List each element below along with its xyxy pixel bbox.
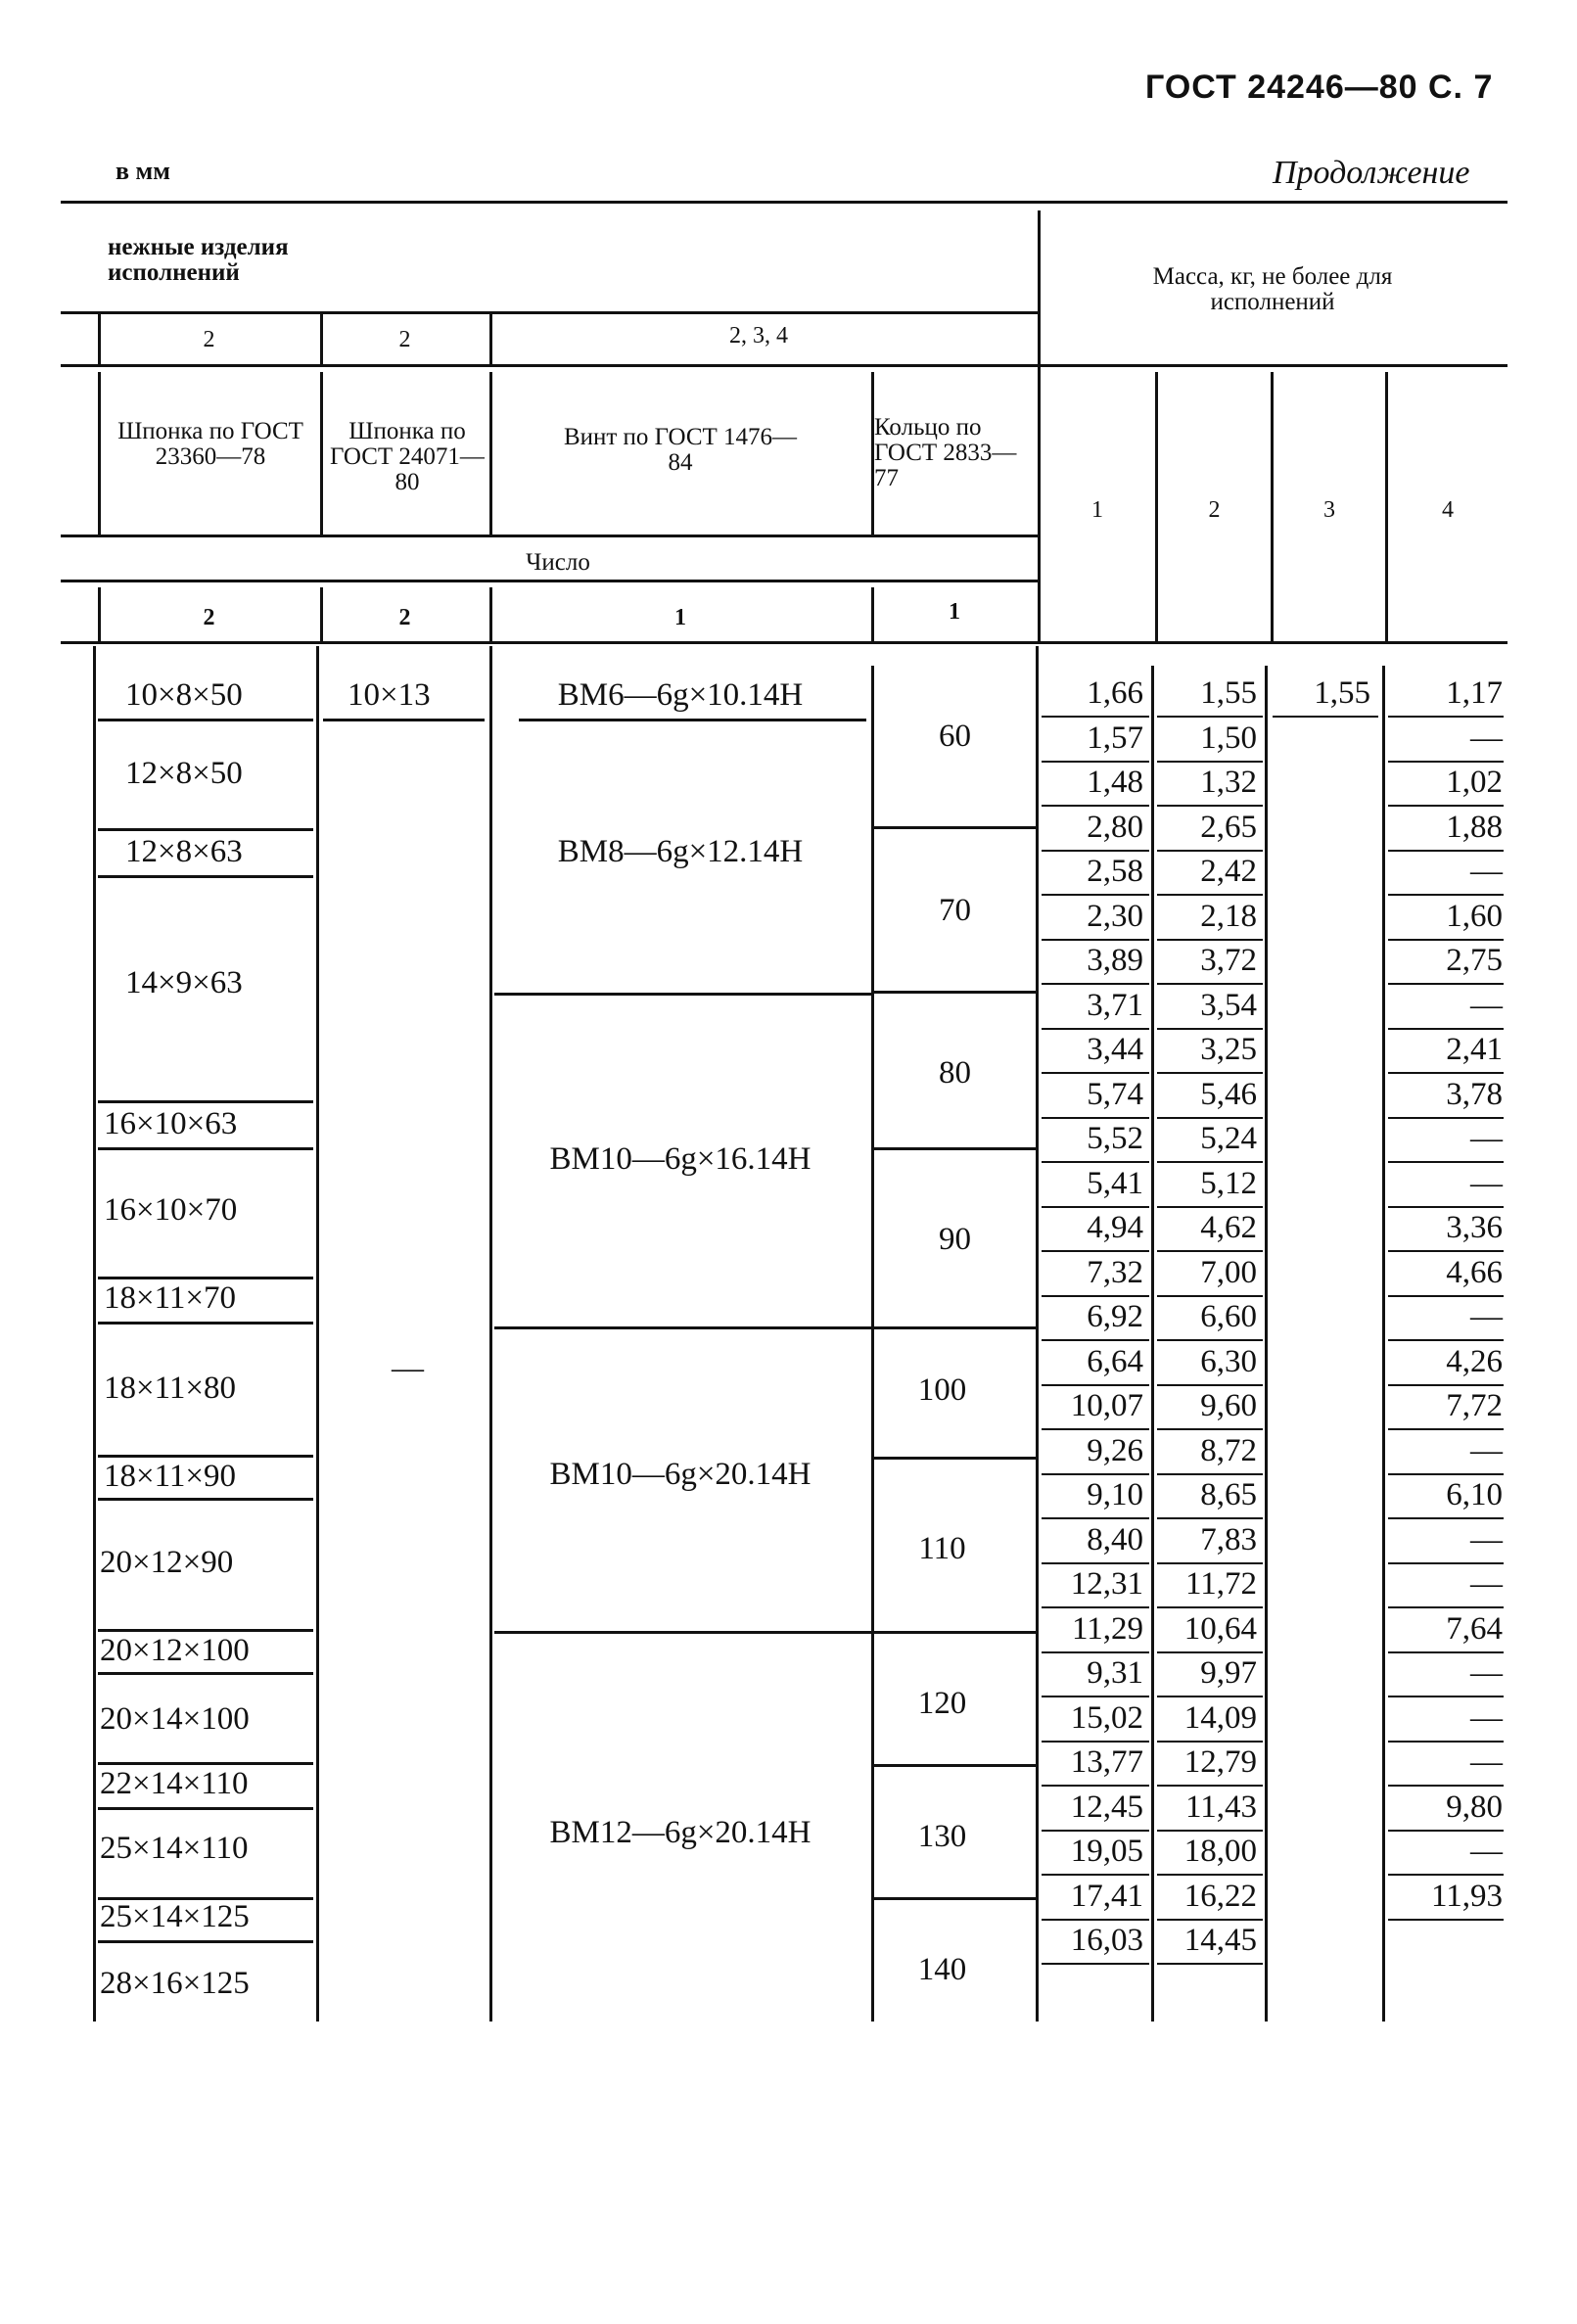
mass-cell-rule bbox=[1042, 1651, 1149, 1653]
screw-rule bbox=[494, 1326, 871, 1329]
header-vline-d bbox=[489, 372, 492, 535]
mass-cell-rule bbox=[1157, 1339, 1263, 1341]
mass-cell-rule bbox=[1157, 1384, 1263, 1386]
mass-cell-rule bbox=[1157, 1830, 1263, 1832]
mass-cell-rule bbox=[1042, 1117, 1149, 1119]
col-title-key1: Шпонка по ГОСТ 23360—78 bbox=[117, 418, 303, 470]
mass-cell-rule bbox=[1157, 1428, 1263, 1430]
mass-cell-rule bbox=[1042, 1028, 1149, 1030]
count-screw: 1 bbox=[674, 605, 686, 630]
mass-cell: 1,48 bbox=[1087, 765, 1143, 800]
header-rule-5 bbox=[61, 641, 1507, 644]
mass-cell-rule bbox=[1388, 1562, 1504, 1564]
mass-cell-rule bbox=[1042, 1161, 1149, 1163]
mass-cell: 5,52 bbox=[1087, 1121, 1143, 1156]
mass-cell: 3,72 bbox=[1200, 943, 1257, 978]
key1-rule bbox=[98, 1807, 313, 1810]
mass-cell-rule bbox=[1388, 850, 1504, 852]
col-title-ring: Кольцо по ГОСТ 2833—77 bbox=[874, 414, 1017, 491]
key1-rule bbox=[98, 1629, 313, 1632]
mass-cell: 9,26 bbox=[1087, 1432, 1143, 1468]
mass-cell: 6,60 bbox=[1200, 1299, 1257, 1334]
mass-cell-rule bbox=[1042, 983, 1149, 985]
mass-cell-rule bbox=[1388, 716, 1504, 718]
key1-cell: 18×11×90 bbox=[104, 1459, 236, 1494]
key1-rule bbox=[98, 1322, 313, 1325]
mass-cell: 2,18 bbox=[1200, 898, 1257, 934]
mass-cell-rule bbox=[1042, 761, 1149, 763]
mass-cell-rule bbox=[1042, 1072, 1149, 1074]
mass-cell: 4,66 bbox=[1446, 1254, 1503, 1290]
mass-cell-rule bbox=[1388, 1785, 1504, 1787]
mass-cell: — bbox=[1470, 1566, 1503, 1602]
mass-cell: 3,25 bbox=[1200, 1032, 1257, 1067]
mass-cell: 5,74 bbox=[1087, 1076, 1143, 1112]
mass-cell: — bbox=[1470, 1699, 1503, 1736]
mass-cell: 12,79 bbox=[1183, 1744, 1257, 1780]
ring-rule bbox=[874, 1457, 1036, 1460]
mass-cell: 12,31 bbox=[1070, 1566, 1143, 1602]
mass-cell-rule bbox=[1042, 716, 1149, 718]
mass-cell: 15,02 bbox=[1070, 1699, 1143, 1736]
mass-cell-rule bbox=[1042, 850, 1149, 852]
ring-rule bbox=[874, 1147, 1036, 1150]
mass-cell: — bbox=[1470, 1744, 1503, 1780]
mass-cell: 11,43 bbox=[1184, 1789, 1257, 1825]
ring-rule bbox=[874, 826, 1036, 829]
mass-cell-rule bbox=[1388, 1072, 1504, 1074]
mass-cell-rule bbox=[1042, 1785, 1149, 1787]
mass-cell: 2,42 bbox=[1200, 854, 1257, 889]
mass-cell-rule bbox=[1042, 1919, 1149, 1921]
mass-cell-rule bbox=[1157, 1919, 1263, 1921]
mass-cell: 9,80 bbox=[1446, 1789, 1503, 1825]
mass-cell-rule bbox=[1157, 1874, 1263, 1876]
mass-cell-rule bbox=[1157, 1161, 1263, 1163]
key1-cell: 10×8×50 bbox=[125, 677, 243, 713]
mass-cell: 7,64 bbox=[1446, 1610, 1503, 1647]
group-mass-title: Масса, кг, не более для исполнений bbox=[1152, 263, 1393, 315]
mass-cell-rule bbox=[1042, 1295, 1149, 1297]
mass-cell-rule bbox=[1388, 1696, 1504, 1697]
ring-rule bbox=[874, 1764, 1036, 1767]
mass-cell: 4,26 bbox=[1446, 1343, 1503, 1379]
mass-cell-rule bbox=[1157, 1117, 1263, 1119]
count-key1: 2 bbox=[203, 605, 215, 630]
mass-cell: 5,12 bbox=[1200, 1165, 1257, 1201]
mass-cell: — bbox=[1470, 1432, 1503, 1468]
mass-cell: 1,57 bbox=[1087, 720, 1143, 756]
mass-cell: 1,50 bbox=[1200, 720, 1257, 756]
mass-cell-rule bbox=[1388, 1161, 1504, 1163]
mass-cell-rule bbox=[1042, 894, 1149, 896]
mass-cell: 7,83 bbox=[1200, 1521, 1257, 1557]
mass-cell: 10,07 bbox=[1070, 1388, 1143, 1423]
mass-cell: 6,30 bbox=[1200, 1343, 1257, 1379]
mass-col-label-4: 4 bbox=[1442, 497, 1454, 523]
ring-cell: 130 bbox=[917, 1819, 967, 1854]
mass-cell-rule bbox=[1157, 850, 1263, 852]
key1-cell: 20×12×90 bbox=[100, 1545, 234, 1580]
mass-cell: 11,72 bbox=[1184, 1566, 1257, 1602]
mass-cell: 5,41 bbox=[1087, 1165, 1143, 1201]
mass-cell-rule bbox=[1388, 1384, 1504, 1386]
ring-cell: 70 bbox=[939, 893, 971, 928]
ring-rule bbox=[874, 1326, 1036, 1329]
key1-rule bbox=[98, 1762, 313, 1765]
mass-cell-rule bbox=[1042, 1339, 1149, 1341]
mass-cell-rule bbox=[1388, 1250, 1504, 1252]
mass-cell-rule bbox=[1042, 1963, 1149, 1965]
mass-cell: 9,97 bbox=[1200, 1655, 1257, 1691]
key1-rule bbox=[98, 1455, 313, 1458]
mass-cell-rule bbox=[1388, 1028, 1504, 1030]
body-vline-key bbox=[316, 646, 319, 2022]
ring-cell: 110 bbox=[918, 1531, 966, 1566]
mass-cell-rule bbox=[1157, 1785, 1263, 1787]
key1-rule bbox=[98, 1940, 313, 1943]
mass-cell: — bbox=[1470, 1521, 1503, 1557]
mass-cell-rule bbox=[1042, 805, 1149, 807]
ring-rule bbox=[874, 1631, 1036, 1634]
mass-cell: — bbox=[1470, 987, 1503, 1023]
mass-cell: 11,93 bbox=[1430, 1878, 1503, 1914]
mass-cell-rule bbox=[1388, 1919, 1504, 1921]
screw-rule bbox=[519, 719, 866, 721]
units-label: в мм bbox=[116, 157, 170, 185]
screw-cell: ВМ6—6g×10.14Н bbox=[557, 677, 804, 713]
mass-cell-rule bbox=[1157, 716, 1263, 718]
key1-cell: 20×12×100 bbox=[100, 1633, 250, 1668]
mass-cell-rule bbox=[1157, 939, 1263, 941]
mass-col-label-3: 3 bbox=[1323, 497, 1335, 523]
mass-cell: 2,58 bbox=[1087, 854, 1143, 889]
mass-cell-rule bbox=[1042, 1741, 1149, 1743]
mass-cell: 6,64 bbox=[1087, 1343, 1143, 1379]
mass-cell: 19,05 bbox=[1070, 1834, 1143, 1869]
mass-cell: 2,75 bbox=[1446, 943, 1503, 978]
mass-cell: 3,44 bbox=[1087, 1032, 1143, 1067]
mass-cell: 4,62 bbox=[1200, 1210, 1257, 1245]
mass-cell: 5,46 bbox=[1200, 1076, 1257, 1112]
mass-cell-rule bbox=[1388, 1295, 1504, 1297]
key1-rule bbox=[98, 1277, 313, 1279]
mass-cell-rule bbox=[1042, 1606, 1149, 1608]
mass-cell-rule bbox=[1388, 1117, 1504, 1119]
key1-cell: 25×14×110 bbox=[100, 1831, 249, 1866]
mass-cell: 12,45 bbox=[1070, 1789, 1143, 1825]
body-vline-m3 bbox=[1382, 666, 1385, 2022]
mass-cell: 11,29 bbox=[1071, 1610, 1143, 1647]
count-key2: 2 bbox=[398, 605, 411, 630]
mass-cell-rule bbox=[1388, 1606, 1504, 1608]
count-ring: 1 bbox=[949, 599, 960, 625]
mass-cell: 1,17 bbox=[1446, 675, 1503, 711]
exec-label-key2: 2 bbox=[398, 327, 411, 352]
header-vline-left2 bbox=[98, 372, 101, 535]
key1-rule bbox=[98, 719, 313, 721]
mass-cell-rule bbox=[1157, 1606, 1263, 1608]
mass-cell-rule bbox=[1388, 1339, 1504, 1341]
mass-cell: — bbox=[1470, 1165, 1503, 1201]
mass-cell: 16,22 bbox=[1183, 1878, 1257, 1914]
mass-cell: 16,03 bbox=[1070, 1923, 1143, 1958]
header-rule-1 bbox=[61, 311, 1038, 314]
mass-cell: 7,00 bbox=[1200, 1254, 1257, 1290]
mass-cell-rule bbox=[1273, 716, 1378, 718]
mass-cell-rule bbox=[1157, 1741, 1263, 1743]
screw-cell: ВМ10—6g×20.14Н bbox=[549, 1457, 812, 1492]
key1-cell: 20×14×100 bbox=[100, 1701, 250, 1737]
header-rule-2 bbox=[61, 364, 1038, 367]
count-title: Число bbox=[526, 549, 590, 576]
key2-cell: 10×13 bbox=[348, 677, 431, 713]
mass-cell: 3,54 bbox=[1200, 987, 1257, 1023]
key1-cell: 25×14×125 bbox=[100, 1899, 250, 1934]
key1-cell: 28×16×125 bbox=[100, 1966, 250, 2001]
ring-cell: 80 bbox=[939, 1055, 971, 1091]
table-top-rule bbox=[61, 201, 1507, 204]
mass-cell-rule bbox=[1157, 1651, 1263, 1653]
mass-cell: 3,36 bbox=[1446, 1210, 1503, 1245]
mass-cell: 2,80 bbox=[1087, 809, 1143, 845]
ring-cell: 140 bbox=[917, 1952, 967, 1987]
body-vline-left bbox=[93, 646, 96, 2022]
mass-cell: 1,66 bbox=[1087, 675, 1143, 711]
mass-cell: 7,72 bbox=[1446, 1388, 1503, 1423]
mass-cell-rule bbox=[1157, 1250, 1263, 1252]
ring-rule bbox=[874, 1897, 1036, 1900]
mass-cell-rule bbox=[1042, 1562, 1149, 1564]
col-title-key2: Шпонка по ГОСТ 24071—80 bbox=[330, 418, 485, 495]
mass-cell-rule bbox=[1042, 1874, 1149, 1876]
ring-cell: 90 bbox=[939, 1222, 971, 1257]
mass-cell-rule bbox=[1042, 939, 1149, 941]
mass-cell: — bbox=[1470, 1655, 1503, 1691]
mass-cell-rule bbox=[1157, 805, 1263, 807]
mass-cell: 4,94 bbox=[1087, 1210, 1143, 1245]
mass-cell-rule bbox=[1388, 983, 1504, 985]
mass-cell: 18,00 bbox=[1183, 1834, 1257, 1869]
mass-cell: 7,32 bbox=[1087, 1254, 1143, 1290]
mass-cell-rule bbox=[1157, 894, 1263, 896]
key1-cell: 14×9×63 bbox=[125, 965, 243, 1000]
header-rule-4 bbox=[61, 580, 1038, 582]
ring-rule bbox=[874, 991, 1036, 994]
key1-cell: 22×14×110 bbox=[100, 1766, 249, 1801]
mass-cell: 5,24 bbox=[1200, 1121, 1257, 1156]
screw-rule bbox=[494, 1631, 871, 1634]
mass-cell: 3,71 bbox=[1087, 987, 1143, 1023]
key1-rule bbox=[98, 828, 313, 831]
mass-cell: — bbox=[1470, 1834, 1503, 1869]
mass-cell: — bbox=[1470, 854, 1503, 889]
mass-cell-rule bbox=[1388, 1517, 1504, 1519]
body-vline-m2 bbox=[1265, 666, 1268, 2022]
key1-cell: 12×8×63 bbox=[125, 834, 243, 869]
key1-rule bbox=[98, 875, 313, 878]
mass-cell: 8,65 bbox=[1200, 1477, 1257, 1512]
mass-cell-rule bbox=[1157, 1206, 1263, 1208]
mass-cell-rule bbox=[1157, 1028, 1263, 1030]
mass-cell-rule bbox=[1157, 1517, 1263, 1519]
mass-cell: 2,65 bbox=[1200, 809, 1257, 845]
mass-cell-rule bbox=[1157, 1562, 1263, 1564]
mass-header-rule bbox=[1040, 364, 1507, 367]
mass-cell: 2,30 bbox=[1087, 898, 1143, 934]
mass-cell: 8,40 bbox=[1087, 1521, 1143, 1557]
mass-col-label-2: 2 bbox=[1208, 497, 1221, 523]
mass-cell-rule bbox=[1157, 1295, 1263, 1297]
screw-rule bbox=[494, 993, 871, 996]
mass-cell-rule bbox=[1042, 1473, 1149, 1475]
screw-cell: ВМ10—6g×16.14Н bbox=[549, 1141, 812, 1177]
mass-cell-rule bbox=[1388, 1206, 1504, 1208]
key2-rule bbox=[323, 719, 485, 721]
mass-cell: 3,89 bbox=[1087, 943, 1143, 978]
mass-cell-rule bbox=[1388, 1651, 1504, 1653]
mass-cell: 17,41 bbox=[1070, 1878, 1143, 1914]
key2-cell: — bbox=[392, 1351, 424, 1386]
mass-cell-rule bbox=[1388, 805, 1504, 807]
mass-cell: 9,60 bbox=[1200, 1388, 1257, 1423]
key1-rule bbox=[98, 1147, 313, 1150]
ring-cell: 120 bbox=[917, 1686, 967, 1721]
mass-cell: 10,64 bbox=[1183, 1610, 1257, 1647]
document-reference: ГОСТ 24246—80 С. 7 bbox=[1145, 69, 1494, 106]
mass-cell-rule bbox=[1157, 1072, 1263, 1074]
mass-cell: — bbox=[1470, 720, 1503, 756]
mass-cell-rule bbox=[1388, 1428, 1504, 1430]
mass-cell: 3,78 bbox=[1446, 1076, 1503, 1112]
ring-cell: 100 bbox=[917, 1372, 967, 1408]
mass-divider bbox=[1038, 210, 1041, 641]
mass-cell-rule bbox=[1042, 1517, 1149, 1519]
exec-label-key1: 2 bbox=[203, 327, 215, 352]
mass-cell: 14,09 bbox=[1183, 1699, 1257, 1736]
mass-cell: 2,41 bbox=[1446, 1032, 1503, 1067]
mass-cell: — bbox=[1470, 1121, 1503, 1156]
mass-cell-rule bbox=[1157, 1963, 1263, 1965]
key1-cell: 12×8×50 bbox=[125, 756, 243, 791]
key1-cell: 18×11×80 bbox=[104, 1371, 236, 1406]
mass-cell: 1,02 bbox=[1446, 765, 1503, 800]
mass-cell-rule bbox=[1388, 1473, 1504, 1475]
mass-cell-rule bbox=[1388, 1830, 1504, 1832]
mass-col-label-1: 1 bbox=[1091, 497, 1103, 523]
mass-cell-rule bbox=[1042, 1384, 1149, 1386]
mass-cell-rule bbox=[1157, 761, 1263, 763]
mass-cell-rule bbox=[1042, 1830, 1149, 1832]
mass-cell-rule bbox=[1388, 761, 1504, 763]
mass-cell: 6,92 bbox=[1087, 1299, 1143, 1334]
mass-cell: 6,10 bbox=[1446, 1477, 1503, 1512]
continuation-label: Продолжение bbox=[1273, 155, 1470, 191]
ring-cell: 60 bbox=[939, 719, 971, 754]
group-left-title: нежные изделия исполнений bbox=[108, 234, 289, 286]
screw-cell: ВМ8—6g×12.14Н bbox=[557, 834, 804, 869]
key1-rule bbox=[98, 1100, 313, 1103]
mass-cell-rule bbox=[1157, 1696, 1263, 1697]
key1-rule bbox=[98, 1672, 313, 1675]
mass-cell: 1,60 bbox=[1446, 898, 1503, 934]
mass-cell: 1,88 bbox=[1446, 809, 1503, 845]
mass-cell: 1,55 bbox=[1314, 675, 1370, 711]
screw-cell: ВМ12—6g×20.14Н bbox=[549, 1815, 812, 1850]
mass-cell: — bbox=[1470, 1299, 1503, 1334]
exec-label-screw-ring: 2, 3, 4 bbox=[729, 323, 788, 349]
key1-cell: 16×10×70 bbox=[104, 1192, 238, 1228]
mass-cell: 8,72 bbox=[1200, 1432, 1257, 1468]
mass-cell-rule bbox=[1042, 1428, 1149, 1430]
mass-cell-rule bbox=[1042, 1250, 1149, 1252]
mass-cell: 9,31 bbox=[1087, 1655, 1143, 1691]
mass-cell-rule bbox=[1388, 1874, 1504, 1876]
mass-cell-rule bbox=[1157, 1473, 1263, 1475]
mass-cell: 1,32 bbox=[1200, 765, 1257, 800]
key1-rule bbox=[98, 1498, 313, 1501]
mass-cell-rule bbox=[1042, 1696, 1149, 1697]
mass-cell: 14,45 bbox=[1183, 1923, 1257, 1958]
header-vline-c bbox=[320, 372, 323, 535]
mass-cell-rule bbox=[1157, 983, 1263, 985]
header-rule-3 bbox=[61, 535, 1038, 537]
mass-cell: 13,77 bbox=[1070, 1744, 1143, 1780]
mass-cell-rule bbox=[1388, 894, 1504, 896]
mass-cell: 9,10 bbox=[1087, 1477, 1143, 1512]
key1-cell: 16×10×63 bbox=[104, 1106, 238, 1141]
mass-cell-rule bbox=[1388, 1741, 1504, 1743]
col-title-screw: Винт по ГОСТ 1476—84 bbox=[563, 424, 798, 476]
mass-cell: 1,55 bbox=[1200, 675, 1257, 711]
mass-cell-rule bbox=[1042, 1206, 1149, 1208]
mass-cell-rule bbox=[1388, 939, 1504, 941]
key1-cell: 18×11×70 bbox=[104, 1280, 236, 1316]
